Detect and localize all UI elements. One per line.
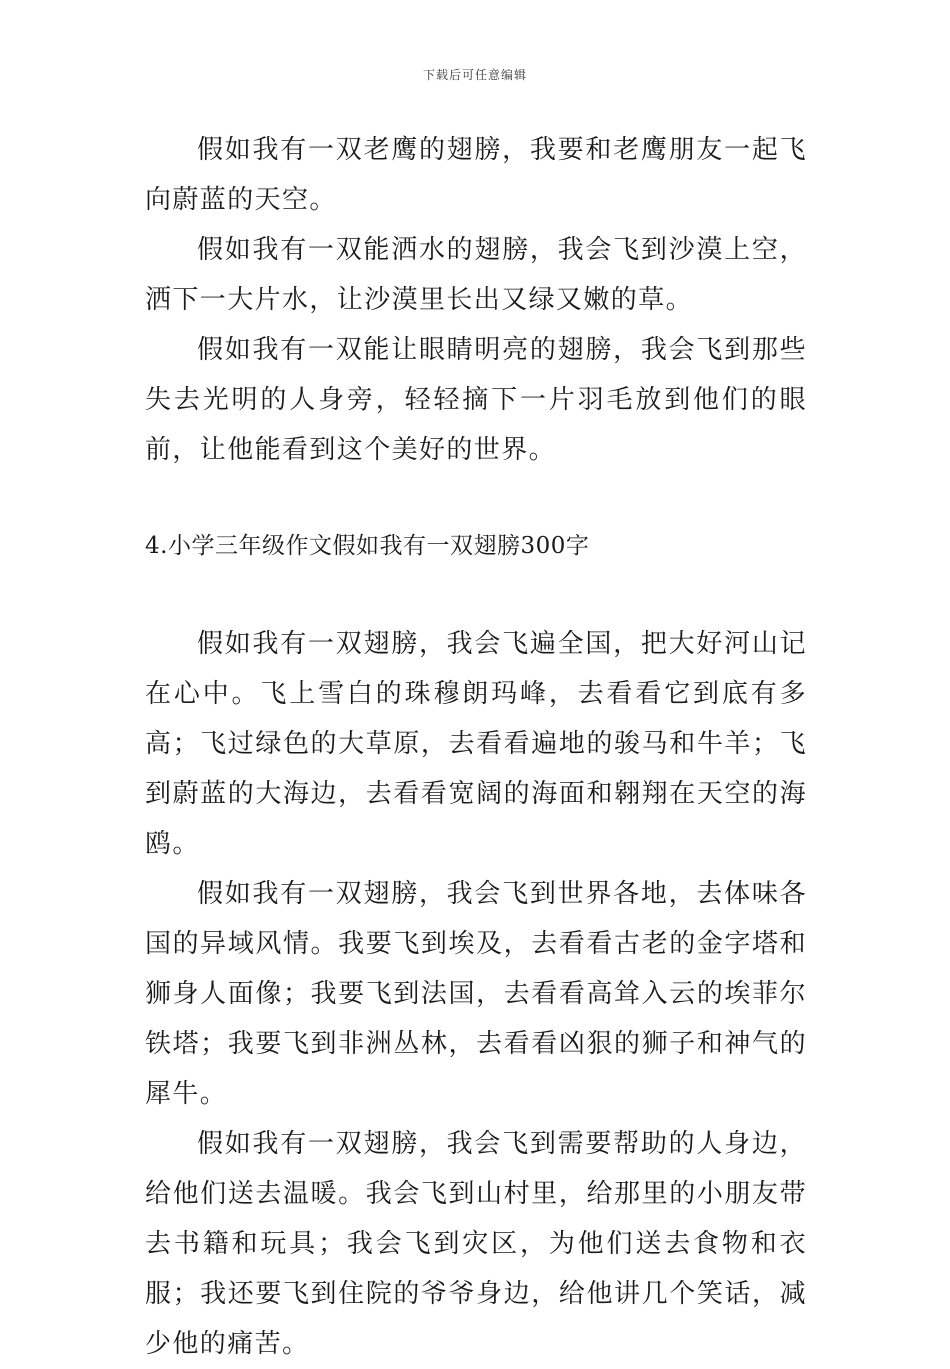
paragraph: 假如我有一双翅膀，我会飞到世界各地，去体味各国的异域风情。我要飞到埃及，去看看古老的金字塔和狮身人面像；我要飞到法国，去看看高耸入云的埃菲尔铁塔；我要飞到非洲丛林，去看看凶狠的狮子和神气的犀牛。	[145, 879, 807, 1109]
section-title: 4.小学三年级作文假如我有一双翅膀300字	[145, 533, 590, 559]
spacer	[145, 475, 807, 521]
page-header: 下载后可任意编辑	[422, 68, 527, 82]
paragraph: 假如我有一双能洒水的翅膀，我会飞到沙漠上空，洒下一大片水，让沙漠里长出又绿又嫩的草。	[145, 235, 807, 315]
paragraph: 假如我有一双能让眼睛明亮的翅膀，我会飞到那些失去光明的人身旁，轻轻摘下一片羽毛放到他们的眼前，让他能看到这个美好的世界。	[145, 335, 807, 465]
spacer	[145, 571, 807, 619]
paragraph: 假如我有一双翅膀，我会飞到需要帮助的人身边，给他们送去温暖。我会飞到山村里，给那里的小朋友带去书籍和玩具；我会飞到灾区，为他们送去食物和衣服；我还要飞到住院的爷爷身边，给他讲几个笑话，减少他的痛苦。	[145, 1129, 807, 1359]
document-body	[145, 125, 807, 1369]
paragraph: 假如我有一双翅膀，我会飞遍全国，把大好河山记在心中。飞上雪白的珠穆朗玛峰，去看看它到底有多高；飞过绿色的大草原，去看看遍地的骏马和牛羊；飞到蔚蓝的大海边，去看看宽阔的海面和翱翔在天空的海鸥。	[145, 629, 807, 859]
paragraph: 假如我有一双老鹰的翅膀，我要和老鹰朋友一起飞向蔚蓝的天空。	[145, 135, 807, 215]
